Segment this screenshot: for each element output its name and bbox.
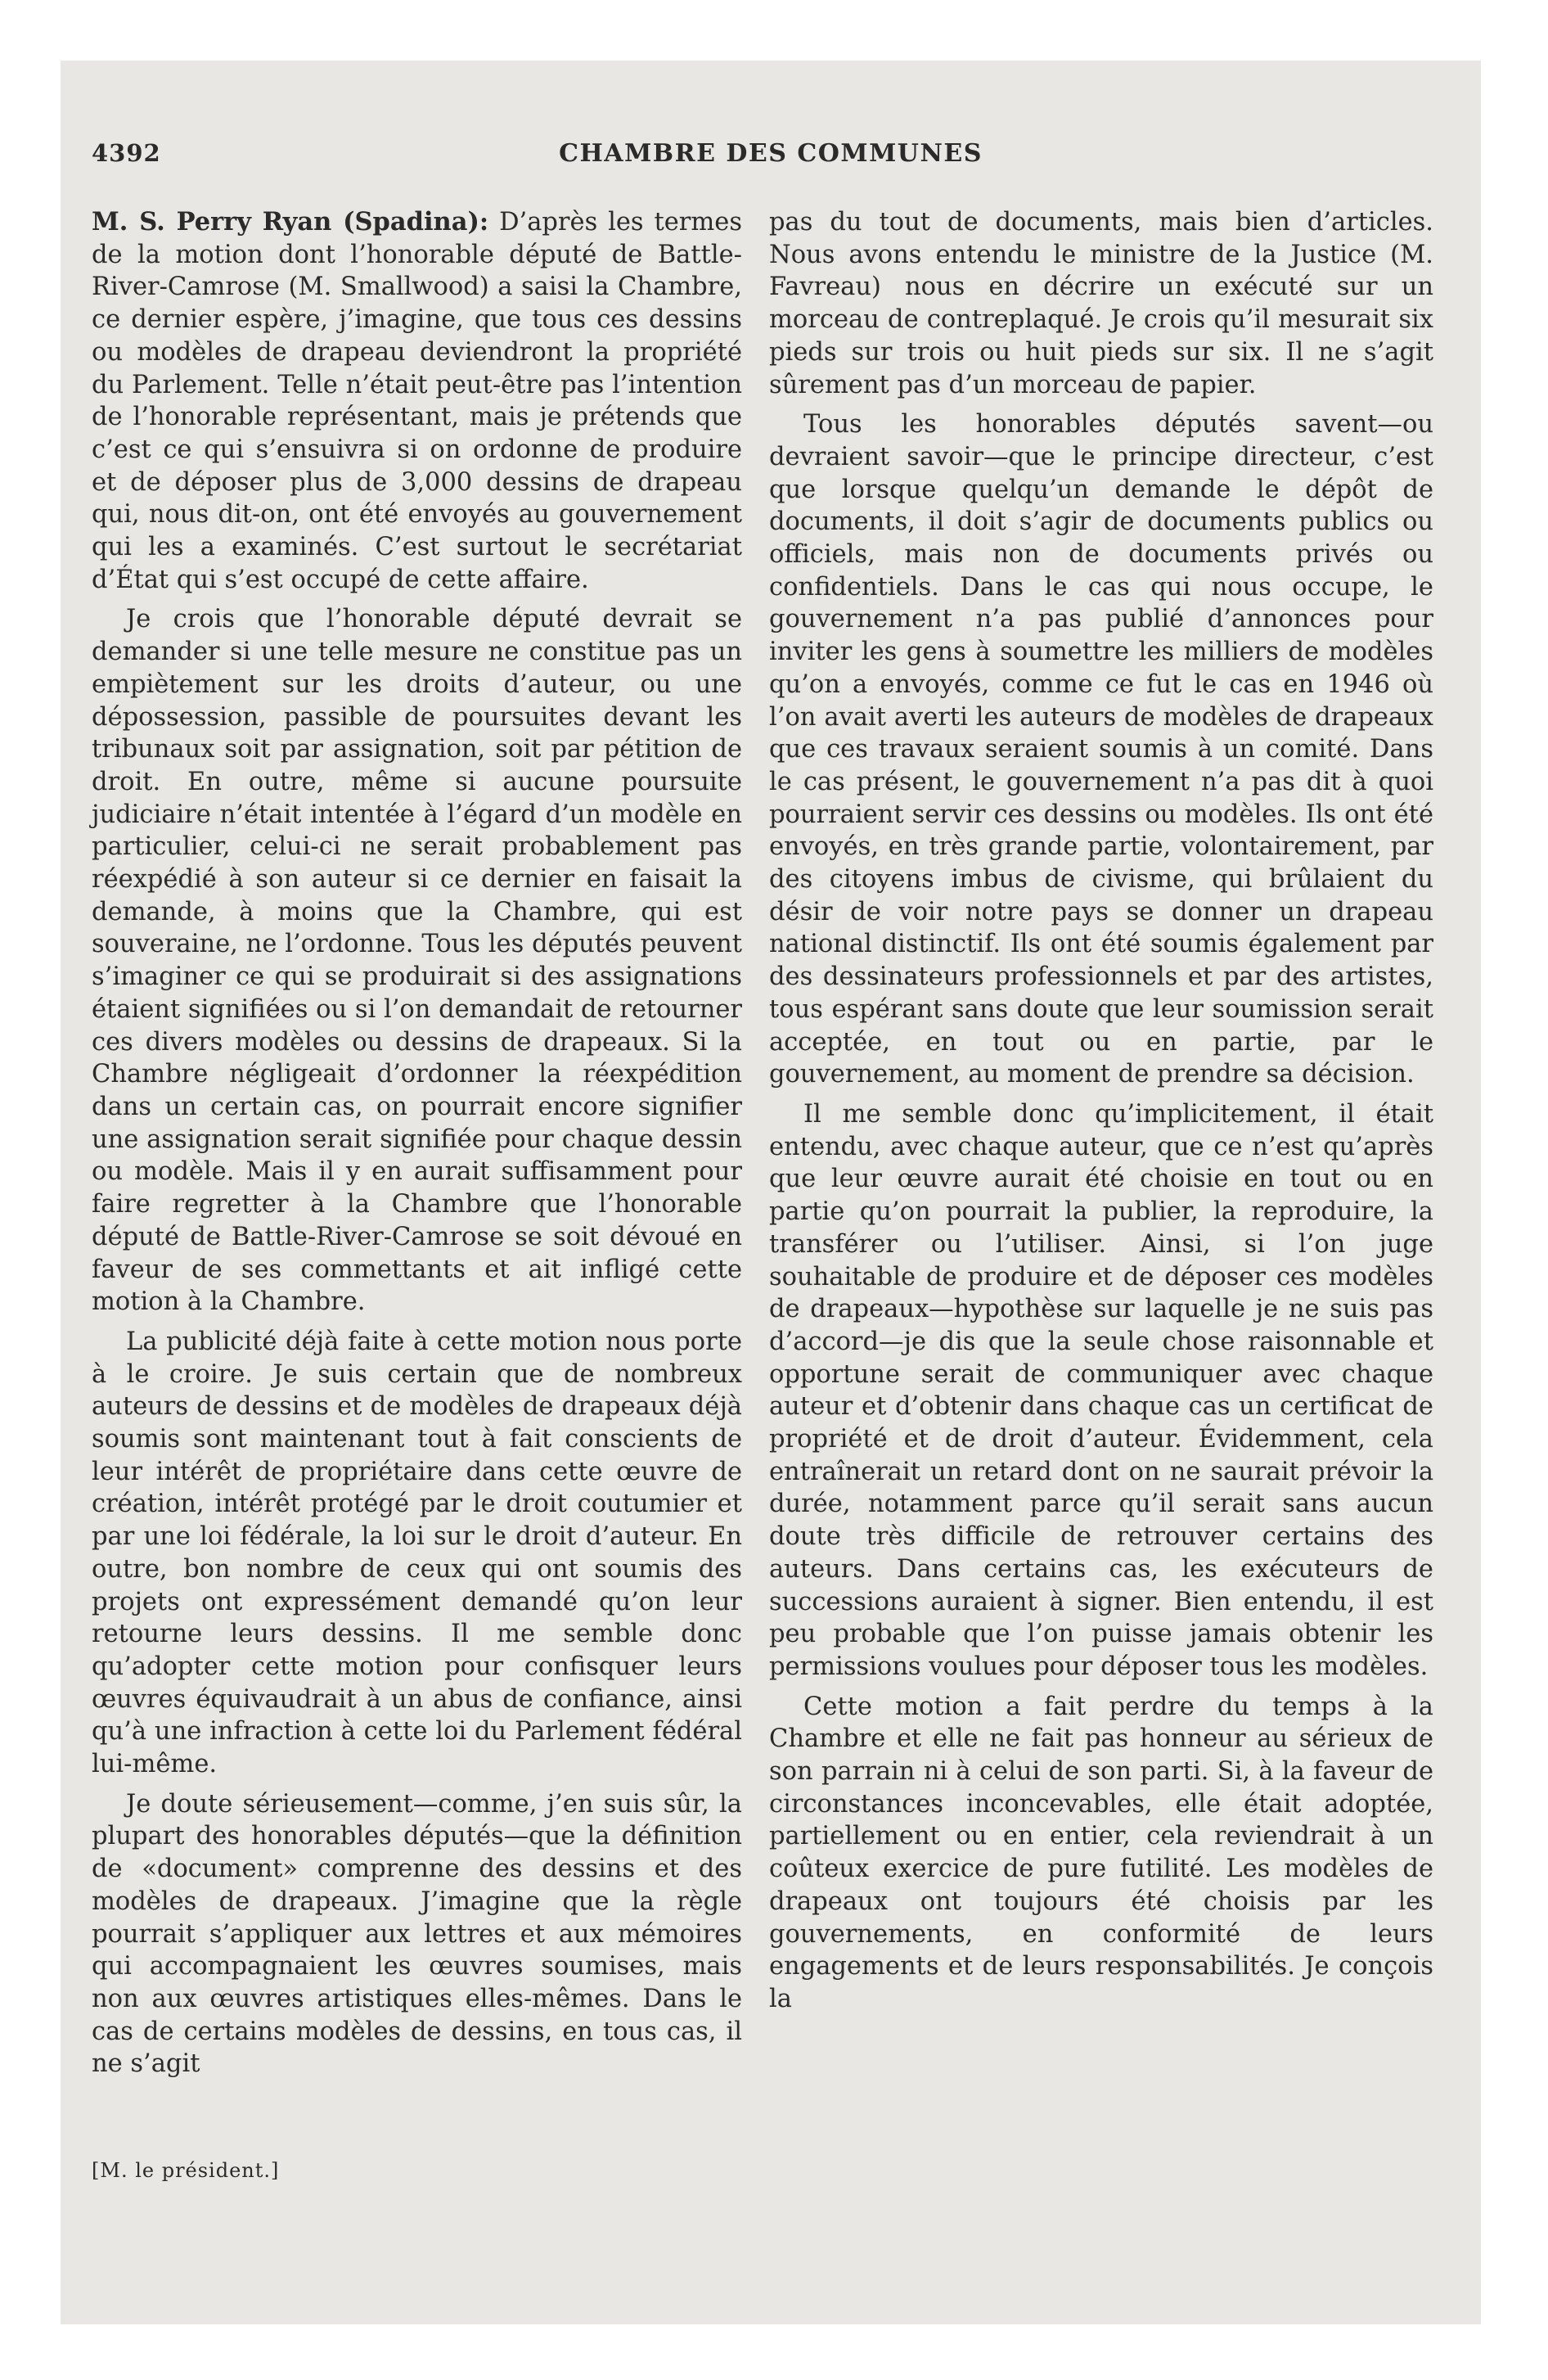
paragraph: Tous les honorables députés savent—ou devraient savoir—que le principe directeur, c’est que lorsque quelqu’un demande le dépôt de documents, il doit s’agir de documents publics ou officiels, mais non de documents privés ou confidentiels. Dans le cas qui nous occupe, le gouvernement n’a pas publié d’annonces pour inviter les gens à soumettre les milliers de modèles qu’on a envoyés, comme ce fut le cas en 1946 où l’on avait averti les auteurs de modèles de drapeaux que ces travaux seraient soumis à un comité. Dans le cas présent, le gouvernement n’a pas dit à quoi pourraient servir ces dessins ou modèles. Ils ont été envoyés, en très grande partie, volontairement, par des citoyens imbus de civisme, qui brûlaient du désir de voir notre pays se donner un drapeau national distinctif. Ils ont été soumis également par des dessinateurs professionnels et par des artistes, tous espérant sans doute que leur soumission serait acceptée, en tout ou en partie, par le gouvernement, au moment de prendre sa décision. bbox=[769, 410, 1433, 1089]
page-title: CHAMBRE DES COMMUNES bbox=[559, 139, 983, 168]
paragraph bbox=[92, 206, 742, 596]
speaker-name: M. S. Perry Ryan (Spadina): bbox=[92, 207, 489, 237]
right-column bbox=[769, 206, 1433, 2023]
paragraph: pas du tout de documents, mais bien d’articles. Nous avons entendu le ministre de la Justice (M. Favreau) nous en décrire un exécuté sur un morceau de contreplaqué. Je crois qu’il mesurait six pieds sur trois ou huit pieds sur six. Il ne s’agit sûrement pas d’un morceau de papier. bbox=[769, 208, 1433, 399]
paragraph: Il me semble donc qu’implicitement, il était entendu, avec chaque auteur, que ce n’est qu’après que leur œuvre aurait été choisie en tout ou en partie qu’on pourrait la publier, la reproduire, la transférer ou l’utiliser. Ainsi, si l’on juge souhaitable de produire et de déposer ces modèles de drapeaux—hypothèse sur laquelle je ne suis pas d’accord—je dis que la seule chose raisonnable et opportune serait de communiquer avec chaque auteur et d’obtenir dans chaque cas un certificat de propriété et de droit d’auteur. Évidemment, cela entraînerait un retard dont on ne saurait prévoir la durée, notamment parce qu’il serait sans aucun doute très difficile de retrouver certains des auteurs. Dans certains cas, les exécuteurs de successions auraient à signer. Bien entendu, il est peu probable que l’on puisse jamais obtenir les permissions voulues pour déposer tous les modèles. bbox=[769, 1099, 1433, 1681]
running-header bbox=[92, 139, 1450, 188]
presiding-officer-note: [M. le président.] bbox=[92, 2159, 280, 2182]
paragraph: Cette motion a fait perdre du temps à la Chambre et elle ne fait pas honneur au sérieux de son parrain ni à celui de son parti. Si, à la faveur de circonstances inconcevables, elle était adoptée, partiellement ou en entier, cela reviendrait à un coûteux exercice de pure futilité. Les modèles de drapeaux ont toujours été choisis par les gouvernements, en conformité de leurs engagements et de leurs responsabilités. Je conçois la bbox=[769, 1692, 1433, 2013]
paragraph: Je doute sérieusement—comme, j’en suis sûr, la plupart des honorables députés—que la définition de «document» comprenne des dessins et des modèles de drapeaux. J’imagine que la règle pourrait s’appliquer aux lettres et aux mémoires qui accompagnaient les œuvres soumises, mais non aux œuvres artistiques elles-mêmes. Dans le cas de certains modèles de dessins, en tous cas, il ne s’agit bbox=[92, 1789, 742, 2079]
left-column bbox=[92, 206, 742, 2088]
paragraph: Je crois que l’honorable député devrait se demander si une telle mesure ne constitue pas un empiètement sur les droits d’auteur, ou une dépossession, passible de poursuites devant les tribunaux soit par assignation, soit par pétition de droit. En outre, même si aucune poursuite judiciaire n’était intentée à l’égard d’un modèle en particulier, celui-ci ne serait probablement pas réexpédié à son auteur si ce dernier en faisait la demande, à moins que la Chambre, qui est souveraine, ne l’ordonne. Tous les députés peuvent s’imaginer ce qui se produirait si des assignations étaient signifiées ou si l’on demandait de retourner ces divers modèles ou dessins de drapeaux. Si la Chambre négligeait d’ordonner la réexpédition dans un certain cas, on pourrait encore signifier une assignation serait signifiée pour chaque dessin ou modèle. Mais il y en aurait suffisamment pour faire regretter à la Chambre que l’honorable député de Battle-River-Camrose se soit dévoué en faveur de ses commettants et ait infligé cette motion à la Chambre. bbox=[92, 605, 742, 1317]
page-number: 4392 bbox=[92, 139, 161, 167]
paragraph-text: D’après les termes de la motion dont l’honorable député de Battle-River-Camrose (M. Smallwood) a saisi la Chambre, ce dernier espère, j’imagine, que tous ces dessins ou modèles de drapeau deviendront la propriété du Parlement. Telle n’était peut-être pas l’intention de l’honorable représentant, mais je prétends que c’est ce qui s’ensuivra si on ordonne de produire et de déposer plus de 3,000 dessins de drapeau qui, nous dit-on, ont été envoyés au gouvernement qui les a examinés. C’est surtout le secrétariat d’État qui s’est occupé de cette affaire. bbox=[92, 208, 742, 594]
hansard-page bbox=[92, 139, 1450, 2182]
paragraph: La publicité déjà faite à cette motion nous porte à le croire. Je suis certain que de nombreux auteurs de dessins et de modèles de drapeaux déjà soumis sont maintenant tout à fait conscients de leur intérêt de propriétaire dans cette œuvre de création, intérêt protégé par le droit coutumier et par une loi fédérale, la loi sur le droit d’auteur. En outre, bon nombre de ceux qui ont soumis des projets ont expressément demandé qu’on leur retourne leurs dessins. Il me semble donc qu’adopter cette motion pour confisquer leurs œuvres équivaudrait à un abus de confiance, ainsi qu’à une infraction à cette loi du Parlement fédéral lui-même. bbox=[92, 1327, 742, 1779]
